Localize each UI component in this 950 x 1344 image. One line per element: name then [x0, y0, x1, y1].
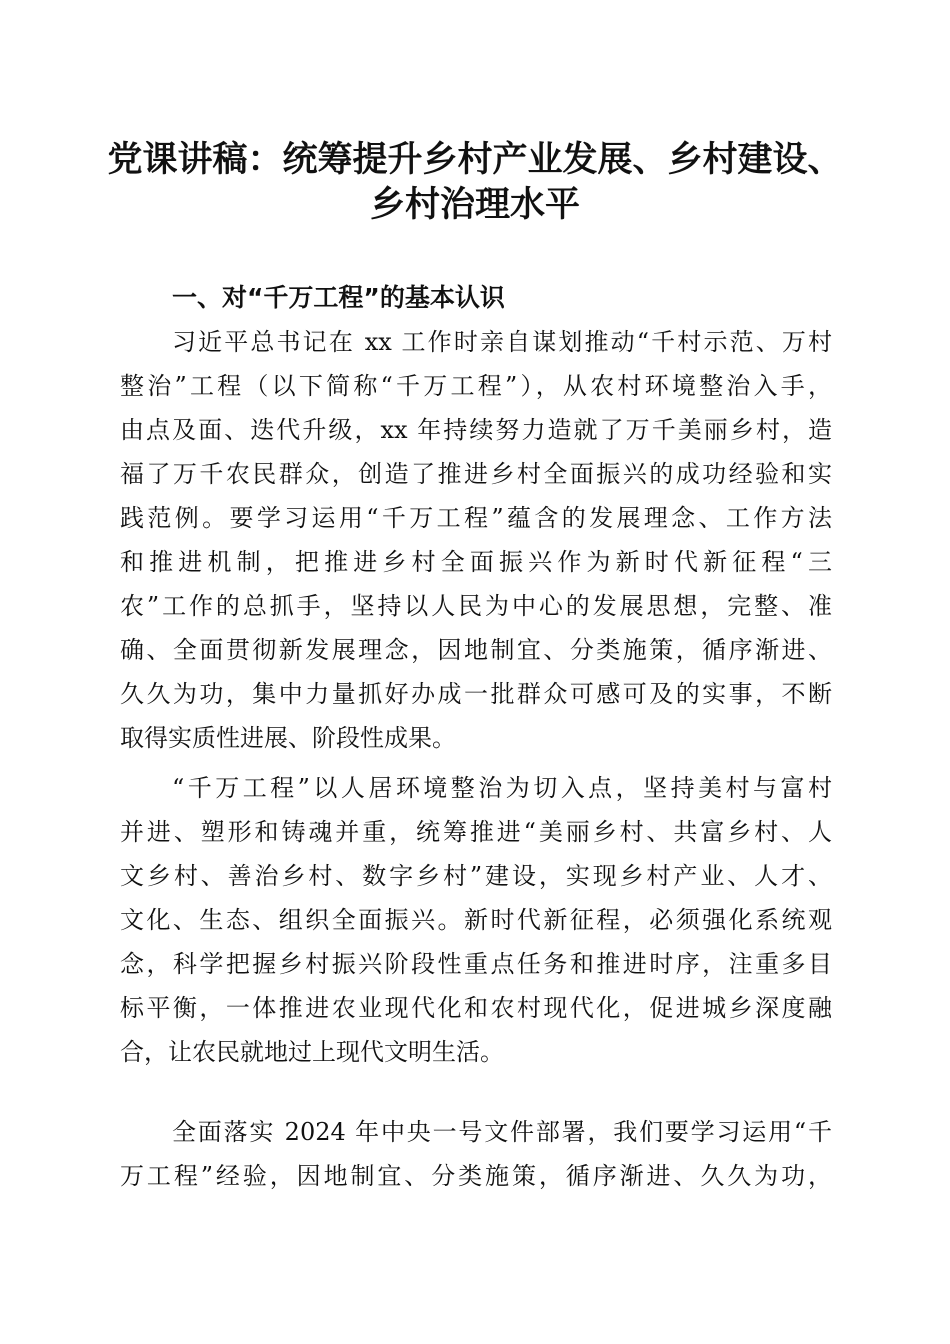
paragraph-line: 农”工作的总抓手，坚持以人民为中心的发展思想，完整、准 — [120, 592, 832, 620]
paragraph-line: 福了万千农民群众，创造了推进乡村全面振兴的成功经验和实 — [120, 460, 832, 488]
title-line: 党课讲稿：统筹提升乡村产业发展、乡村建设、 — [107, 139, 843, 180]
paragraph-line: 由点及面、迭代升级，xx 年持续努力造就了万千美丽乡村，造 — [120, 416, 832, 444]
paragraph-line: 久久为功，集中力量抓好办成一批群众可感可及的实事，不断 — [120, 680, 832, 708]
section-heading: 一、对“千万工程”的基本认识 — [172, 283, 505, 312]
paragraph-line: 习近平总书记在 xx 工作时亲自谋划推动“千村示范、万村 — [172, 328, 832, 356]
paragraph-line: 标平衡，一体推进农业现代化和农村现代化，促进城乡深度融 — [120, 994, 832, 1022]
paragraph-line: 并进、塑形和铸魂并重，统筹推进“美丽乡村、共富乡村、人 — [120, 818, 832, 846]
paragraph-line: 和推进机制，把推进乡村全面振兴作为新时代新征程“三 — [120, 548, 832, 576]
paragraph-1 — [120, 320, 832, 760]
paragraph-line: “千万工程”以人居环境整治为切入点，坚持美村与富村 — [172, 774, 832, 802]
paragraph-line: 文乡村、善治乡村、数字乡村”建设，实现乡村产业、人才、 — [120, 862, 832, 890]
title-line: 乡村治理水平 — [369, 184, 580, 225]
paragraph-line: 整治”工程（以下简称“千万工程”），从农村环境整治入手， — [120, 372, 832, 400]
paragraph-line: 全面落实 2024 年中央一号文件部署，我们要学习运用“千 — [172, 1118, 832, 1146]
paragraph-line: 万工程”经验，因地制宜、分类施策，循序渐进、久久为功， — [120, 1162, 832, 1190]
paragraph-line: 践范例。要学习运用“千万工程”蕴含的发展理念、工作方法 — [120, 504, 832, 532]
paragraph-line: 念，科学把握乡村振兴阶段性重点任务和推进时序，注重多目 — [120, 950, 832, 978]
paragraph-line: 取得实质性进展、阶段性成果。 — [120, 724, 456, 752]
paragraph-3 — [120, 1110, 832, 1198]
paragraph-2 — [120, 766, 832, 1074]
paragraph-line: 文化、生态、组织全面振兴。新时代新征程，必须强化系统观 — [120, 906, 832, 934]
document-title — [100, 137, 850, 227]
paragraph-line: 合，让农民就地过上现代文明生活。 — [120, 1038, 504, 1066]
paragraph-line: 确、全面贯彻新发展理念，因地制宜、分类施策，循序渐进、 — [120, 636, 832, 664]
